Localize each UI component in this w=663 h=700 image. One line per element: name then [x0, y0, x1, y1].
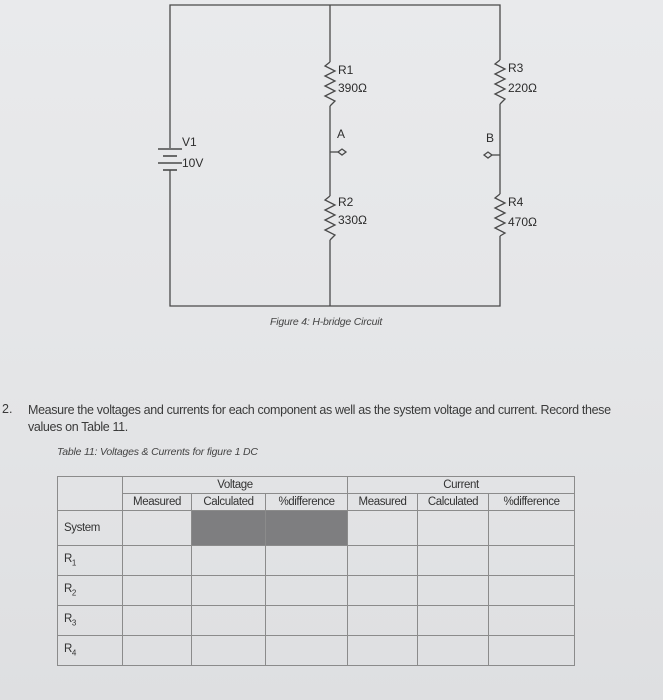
r3-voltage-calculated-cell[interactable] — [192, 606, 266, 636]
system-voltage-difference-cell-shaded — [266, 511, 348, 546]
top-wire — [170, 5, 500, 148]
r1-voltage-difference-cell[interactable] — [266, 546, 348, 576]
r4-current-measured-cell[interactable] — [348, 636, 418, 666]
circuit-labels — [182, 61, 537, 229]
question-number: 2. — [2, 402, 13, 416]
h-bridge-circuit-diagram — [0, 0, 663, 340]
col-current-calculated: Calculated — [418, 494, 489, 511]
r2-voltage-difference-cell[interactable] — [266, 576, 348, 606]
r3-voltage-measured-cell[interactable] — [123, 606, 192, 636]
node-a-label: A — [337, 127, 346, 141]
row-label-r1: $R_1$ — [58, 546, 123, 576]
r3-resistor-symbol — [495, 60, 505, 104]
r4-current-calculated-cell[interactable] — [418, 636, 489, 666]
r4-current-difference-cell[interactable] — [489, 636, 575, 666]
r4-resistor-symbol — [495, 194, 505, 236]
r2-name: R2 — [338, 195, 354, 209]
current-group-header: Current — [348, 477, 575, 494]
r1-current-difference-cell[interactable] — [489, 546, 575, 576]
r2-voltage-measured-cell[interactable] — [123, 576, 192, 606]
table-group-header-row — [58, 477, 575, 494]
node-b-terminal — [484, 152, 492, 158]
col-voltage-difference: %difference — [266, 494, 348, 511]
r2-current-calculated-cell[interactable] — [418, 576, 489, 606]
r1-current-calculated-cell[interactable] — [418, 546, 489, 576]
r3-current-difference-cell[interactable] — [489, 606, 575, 636]
r3-voltage-difference-cell[interactable] — [266, 606, 348, 636]
col-current-difference: %difference — [489, 494, 575, 511]
table-row-r4 — [58, 636, 575, 666]
system-current-measured-cell[interactable] — [348, 511, 418, 546]
col-voltage-measured: Measured — [123, 494, 192, 511]
r2-current-measured-cell[interactable] — [348, 576, 418, 606]
table-row-r2 — [58, 576, 575, 606]
r4-value: 470Ω — [508, 215, 537, 229]
r3-current-measured-cell[interactable] — [348, 606, 418, 636]
r1-resistor-symbol — [325, 62, 335, 106]
r4-voltage-measured-cell[interactable] — [123, 636, 192, 666]
corner-cell-lower — [58, 494, 123, 511]
system-voltage-calculated-cell-shaded — [192, 511, 266, 546]
r3-value: 220Ω — [508, 81, 537, 95]
table-row-r1 — [58, 546, 575, 576]
source-value: 10V — [182, 156, 204, 170]
r1-current-measured-cell[interactable] — [348, 546, 418, 576]
r1-voltage-measured-cell[interactable] — [123, 546, 192, 576]
system-current-difference-cell[interactable] — [489, 511, 575, 546]
circuit-wires — [158, 5, 505, 306]
r3-current-calculated-cell[interactable] — [418, 606, 489, 636]
row-label-system: System — [58, 511, 123, 546]
figure-caption: Figure 4: H-bridge Circuit — [270, 316, 383, 328]
row-label-r3: $R_3$ — [58, 606, 123, 636]
source-name: V1 — [182, 135, 197, 149]
r2-voltage-calculated-cell[interactable] — [192, 576, 266, 606]
r3-name: R3 — [508, 61, 524, 75]
r2-resistor-symbol — [325, 196, 335, 240]
r2-value: 330Ω — [338, 213, 367, 227]
question-text: Measure the voltages and currents for each component as well as the system voltage and current. Record these values on Table 11. — [28, 403, 611, 434]
row-label-r2: $R_2$ — [58, 576, 123, 606]
table-row-r3 — [58, 606, 575, 636]
system-current-calculated-cell[interactable] — [418, 511, 489, 546]
r2-current-difference-cell[interactable] — [489, 576, 575, 606]
node-b-label: B — [486, 131, 495, 145]
bottom-wire — [170, 170, 500, 306]
r4-voltage-difference-cell[interactable] — [266, 636, 348, 666]
col-voltage-calculated: Calculated — [192, 494, 266, 511]
r4-name: R4 — [508, 195, 524, 209]
row-label-r4: $R_4$ — [58, 636, 123, 666]
table-row-system — [58, 511, 575, 546]
r1-voltage-calculated-cell[interactable] — [192, 546, 266, 576]
measurement-table — [57, 476, 575, 666]
r1-value: 390Ω — [338, 81, 367, 95]
r4-voltage-calculated-cell[interactable] — [192, 636, 266, 666]
node-a-terminal — [338, 149, 346, 155]
corner-cell — [58, 477, 123, 494]
system-voltage-measured-cell[interactable] — [123, 511, 192, 546]
voltage-group-header: Voltage — [123, 477, 348, 494]
r1-name: R1 — [338, 63, 354, 77]
table-column-header-row — [58, 494, 575, 511]
col-current-measured: Measured — [348, 494, 418, 511]
table-caption: Table 11: Voltages & Currents for figure 1 DC — [57, 446, 258, 458]
